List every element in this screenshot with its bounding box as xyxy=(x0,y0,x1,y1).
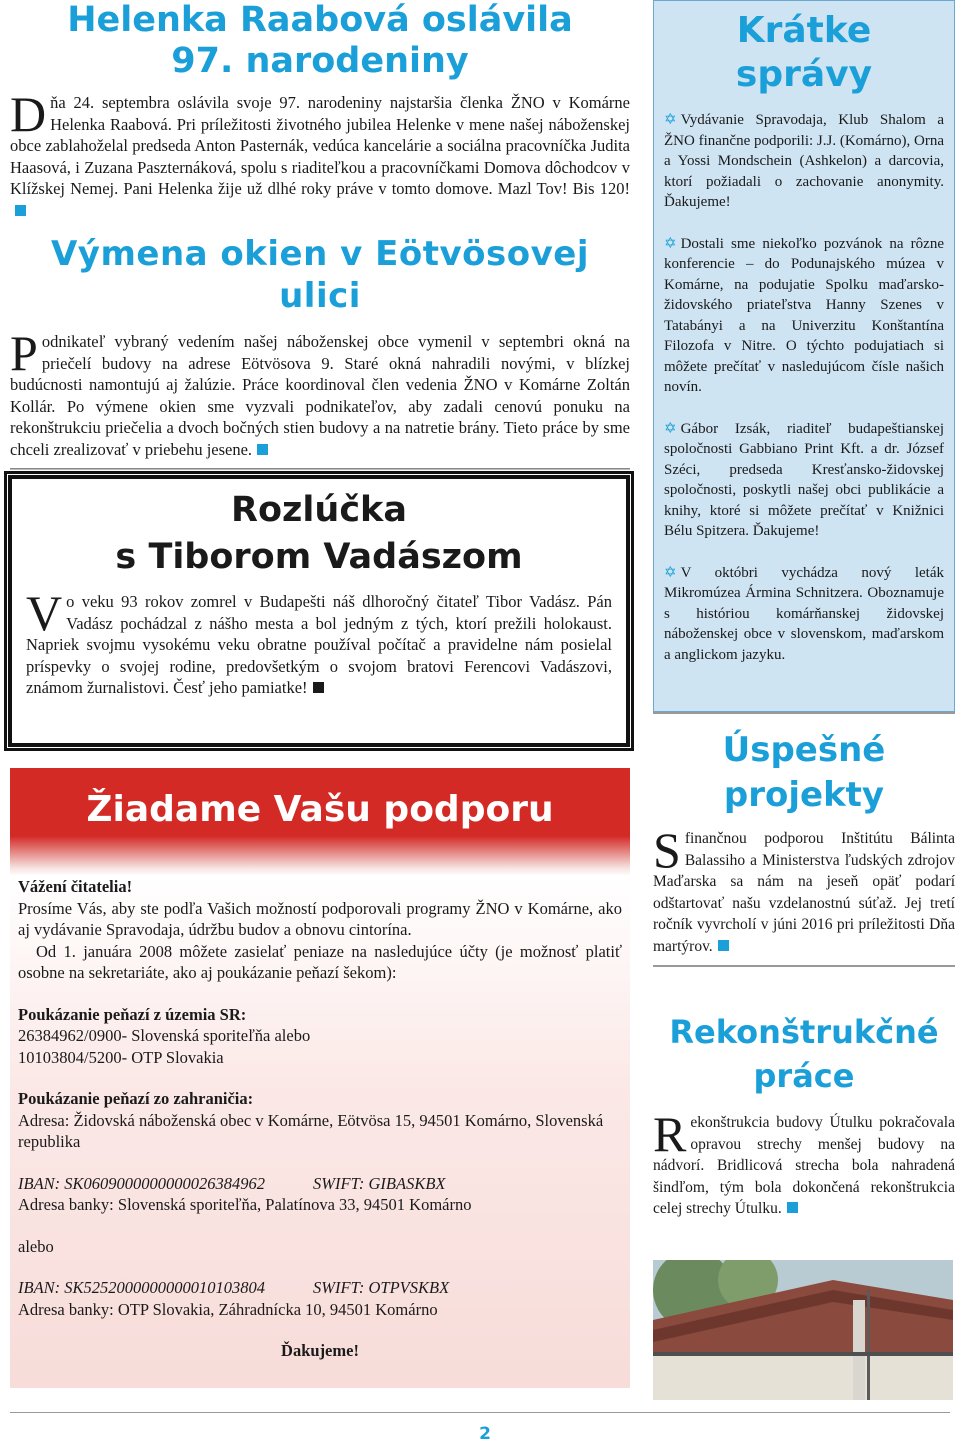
article-1-title-line-1: Helenka Raabová oslávila xyxy=(67,0,573,40)
reconstruction-body xyxy=(653,1106,955,1220)
spacer xyxy=(18,1153,622,1173)
iban-line-2 xyxy=(18,1277,622,1299)
foreign-transfer-heading: Poukázanie peňazí zo zahraničia: xyxy=(18,1089,254,1108)
short-news-box xyxy=(653,0,955,712)
domestic-account-1: 26384962/0900- Slovenská sporiteľňa alebo xyxy=(18,1026,311,1045)
iban-line-1 xyxy=(18,1173,622,1195)
reconstruction-title-line-1: Rekonštrukčné xyxy=(669,1013,939,1051)
end-mark-icon xyxy=(787,1202,798,1213)
article-2-text: odnikateľ vybraný vedením našej náboženskej obce vymenil v septembri okná na priečelí budovy na adrese Eötvösova 9. Staré okná nahradili novými, v blízkej budúcnosti namontujú aj žalúzie. Práce koordinoval člen vedenia ŽNO v Komárne Zoltán Kollár. Po výmene okien sme vyzvali podnikateľov, aby zadali cenovú ponuku na rekonštrukciu priečelia a dvoch bočných stien budovy a na natretie brány. Tieto práce by sme chceli zrealizovať v priebehu jesene. xyxy=(10,332,630,459)
iban-1: IBAN: SK0609000000000026384962 xyxy=(18,1173,266,1193)
article-1-title-line-2: 97. narodeniny xyxy=(171,41,469,81)
swift-2: SWIFT: OTPVSKBX xyxy=(313,1278,450,1297)
article-1-title xyxy=(10,0,630,82)
swift-1: SWIFT: GIBASKBX xyxy=(313,1173,446,1193)
spacer xyxy=(18,1257,622,1277)
support-paragraph-2: Od 1. januára 2008 môžete zasielať peniaze na nasledujúce účty (je možnosť platiť osobne na sekretariáte, ako aj poukázanie peňazí šekom): xyxy=(18,941,622,982)
support-box xyxy=(10,876,630,1388)
projects-title-line-1: Úspešné xyxy=(722,730,886,770)
domestic-account-2: 10103804/5200- OTP Slovakia xyxy=(18,1047,224,1067)
obituary-title xyxy=(12,487,626,581)
short-news-title: Krátke správy xyxy=(735,10,873,95)
obituary-body xyxy=(12,585,626,699)
news-item-text: Gábor Izsák, riaditeľ budapeštianskej spoločnosti Gabbiano Print Kft. a dr. József Széci, predseda Kresťansko-židovskej spoločnosti, poskytli našej obci publikácie a knihy, ktoré si môžete prečítať v Knižnici Bélu Spitzera. Ďakujeme! xyxy=(664,420,944,539)
projects-text: finančnou podporou Inštitútu Bálinta Balassiho a Ministerstva ľudských zdrojov Maďarska sa nám na jeseň opäť podarí odštartovať našu vzdelanostnú súťaž. Jej tretí ročník vyvrcholí v júni 2016 pri príležitosti Dňa martýrov. xyxy=(653,830,955,955)
article-1 xyxy=(10,0,630,221)
obituary-box xyxy=(8,475,630,747)
reconstruction-title xyxy=(653,1010,955,1098)
news-item xyxy=(664,562,944,666)
iban-2: IBAN: SK5252000000000010103804 xyxy=(18,1278,266,1297)
star-of-david-icon: ✡ xyxy=(664,233,677,252)
news-item-text: Dostali sme niekoľko pozvánok na rôzne konferencie – do Podunajského múzea v Komárne, na podujatie Spolku maďarsko-židovského priateľstva Hanny Szenes v Tatabányi a na Univerzitu Konštantína Filozofa v Nitre. O týchto podujatiach si môžete prečítať v nasledujúcom čísle našich novín. xyxy=(664,235,944,395)
news-item xyxy=(664,418,944,542)
spacer xyxy=(18,1068,622,1088)
projects-body xyxy=(653,822,955,957)
reconstruction-text: ekonštrukcia budovy Útulku pokračovala opravou strechy menšej budovy na nádvorí. Bridlicová strecha bola nahradená šindľom, tým bola dokončená rekonštrukcia celej strechy Útulku. xyxy=(653,1114,955,1217)
page-number: 2 xyxy=(479,1424,491,1444)
divider xyxy=(653,712,955,714)
obituary-title-line-1: Rozlúčka xyxy=(231,490,407,530)
news-item xyxy=(664,109,944,213)
roof-photo-image xyxy=(653,1260,953,1400)
reconstruction-dropcap: R xyxy=(653,1106,687,1162)
article-2 xyxy=(10,233,630,470)
reconstruction-article xyxy=(653,1010,955,1220)
projects-article xyxy=(653,712,955,967)
footer-rule xyxy=(10,1412,950,1413)
star-of-david-icon: ✡ xyxy=(664,418,677,437)
support-thanks: Ďakujeme! xyxy=(281,1341,359,1360)
spacer xyxy=(18,984,622,1004)
end-mark-icon xyxy=(257,444,268,455)
news-item-text: V októbri vychádza nový leták Mikromúzea Ármina Schnitzera. Oboznamuje s históriou komárňanskej židovskej náboženskej obce v slovenskom, maďarskom a anglickom jazyku. xyxy=(664,564,944,663)
news-item xyxy=(664,233,944,398)
support-paragraph-1: Prosíme Vás, aby ste podľa Vašich možností podporovali programy ŽNO v Komárne, ako aj vydávanie Spravodaja, údržbu budov a obnovu cintorína. xyxy=(18,898,622,939)
divider xyxy=(653,965,955,967)
article-1-dropcap: D xyxy=(10,86,47,142)
end-mark-icon xyxy=(718,940,729,951)
article-2-body xyxy=(10,325,630,460)
article-2-dropcap: P xyxy=(10,325,38,381)
projects-title-line-2: projekty xyxy=(723,775,885,815)
roof-photo xyxy=(653,1260,953,1400)
obituary-text: o veku 93 rokov zomrel v Budapešti náš dlhoročný čitateľ Tibor Vadász. Pán Vadász pochádzal z nášho mesta a bol jedným z tých, ktorí prežili holokaust. Napriek svojmu vysokému veku obratne používal počítač a pravidelne nám posielal príspevky o svojej rodine, predovšetkým o svojom bratovi Ferencovi Vadászovi, známom žurnalistovi. Česť jeho pamiatke! xyxy=(26,592,612,697)
end-mark-icon xyxy=(313,682,324,693)
article-1-body xyxy=(10,86,630,221)
spacer xyxy=(18,1216,622,1236)
divider xyxy=(10,468,630,470)
article-2-title: Výmena okien v Eötvösovej ulici xyxy=(50,234,589,316)
projects-dropcap: S xyxy=(653,822,681,878)
domestic-transfer-heading: Poukázanie peňazí z územia SR: xyxy=(18,1004,247,1024)
end-mark-icon xyxy=(15,205,26,216)
support-header xyxy=(10,768,630,876)
news-item-text: Vydávanie Spravodaja, Klub Shalom a ŽNO finančne podporili: J.J. (Komárno), Orna a Yossi Mondschein (Ashkelon) a darcovia, ktorí požiadali o zachovanie anonymity. Ďakujeme! xyxy=(664,112,944,210)
reconstruction-title-line-2: práce xyxy=(753,1057,855,1095)
support-address: Adresa: Židovská náboženská obec v Komárne, Eötvösa 15, 94501 Komárno, Slovenská republika xyxy=(18,1110,604,1151)
obituary-dropcap: V xyxy=(26,585,63,641)
spacer xyxy=(18,1320,622,1340)
bank-address-2: Adresa banky: OTP Slovakia, Záhradnícka 10, 94501 Komárno xyxy=(18,1299,438,1319)
star-of-david-icon: ✡ xyxy=(664,110,677,128)
obituary-title-line-2: s Tiborom Vadászom xyxy=(115,537,523,577)
projects-title xyxy=(653,728,955,818)
article-1-text: ňa 24. septembra oslávila svoje 97. narodeniny najstaršia členka ŽNO v Komárne Helenka Raabová. Pri príležitosti životného jubilea Helenke v mene našej náboženskej obce zablahoželal predseda Anton Pasternák, vedúca kancelárie a sociálna pracovníčka Judita Haasová, i Zuzana Paszternáková, spolu s riaditeľkou a pracovníčkami Domova dôchodcov v Klížskej Nemej. Pani Helenka žije už dlhé roky práve v tomto domove. Mazl Tov! Bis 120! xyxy=(10,93,630,198)
support-greeting: Vážení čitatelia! xyxy=(18,877,133,896)
support-title: Žiadame Vašu podporu xyxy=(86,789,554,830)
bank-address-1: Adresa banky: Slovenská sporiteľňa, Palatínova 33, 94501 Komárno xyxy=(18,1195,472,1214)
alebo-text: alebo xyxy=(18,1236,54,1256)
star-of-david-icon: ✡ xyxy=(664,562,677,581)
